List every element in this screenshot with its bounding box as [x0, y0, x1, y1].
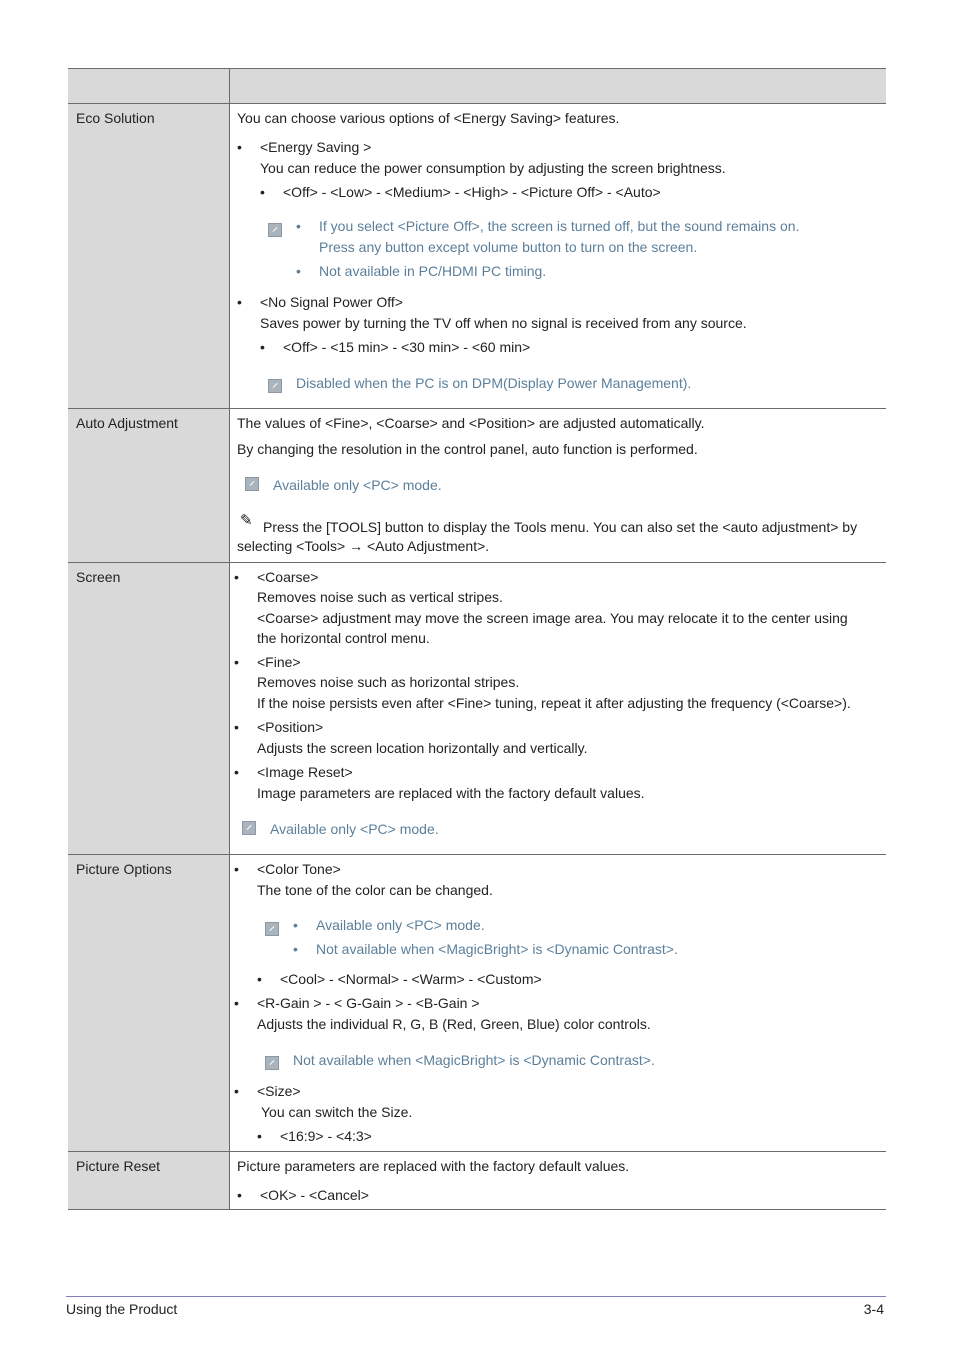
auto-note: Available only <PC> mode. [273, 477, 442, 493]
fine-desc1: Removes noise such as horizontal stripes. [257, 674, 520, 690]
table-row [68, 409, 886, 563]
note-pencil-icon [265, 922, 279, 936]
color-tone-title: <Color Tone> [257, 861, 341, 877]
bullet: • [234, 654, 239, 670]
color-tone-desc: The tone of the color can be changed. [257, 882, 493, 898]
note-pencil-icon [245, 477, 259, 491]
coarse-desc2: <Coarse> adjustment may move the screen image area. You may relocate it to the center using [257, 610, 848, 626]
auto-line2: By changing the resolution in the control panel, auto function is performed. [237, 441, 698, 457]
auto-line1: The values of <Fine>, <Coarse> and <Position> are adjusted automatically. [237, 415, 705, 431]
bullet: • [234, 1083, 239, 1099]
eco-intro: You can choose various options of <Energy Saving> features. [237, 110, 620, 126]
bullet: • [257, 1128, 262, 1144]
bullet: • [234, 569, 239, 585]
table-header-description-cell [230, 69, 887, 104]
description-cell [230, 855, 887, 1152]
description-cell [230, 409, 887, 563]
note-pc-hdmi: Not available in PC/HDMI PC timing. [319, 263, 547, 279]
menu-name-cell [68, 409, 230, 563]
note-pencil-icon [268, 223, 282, 237]
note-pc-mode: Available only <PC> mode. [316, 917, 485, 933]
no-signal-title: <No Signal Power Off> [260, 294, 403, 310]
bullet: • [234, 861, 239, 877]
note-pencil-icon [242, 821, 256, 835]
menu-name-cell [68, 855, 230, 1152]
bullet: • [293, 917, 298, 933]
coarse-desc3: the horizontal control menu. [257, 630, 430, 646]
footer-page-number: 3-4 [863, 1301, 884, 1317]
image-reset-desc: Image parameters are replaced with the factory default values. [257, 785, 645, 801]
note-picture-off-line1: If you select <Picture Off>, the screen is turned off, but the sound remains on. [319, 218, 800, 234]
menu-name-cell [68, 563, 230, 855]
settings-table [68, 68, 886, 1210]
fine-title: <Fine> [257, 654, 301, 670]
description-cell [230, 563, 887, 855]
note-pencil-icon [265, 1056, 279, 1070]
bullet: • [296, 218, 301, 234]
description-cell [230, 1152, 887, 1210]
note-pencil-icon [268, 379, 282, 393]
footer-section-title: Using the Product [66, 1301, 178, 1317]
table-header-menu-cell [68, 69, 230, 104]
coarse-title: <Coarse> [257, 569, 319, 585]
footer-rule [66, 1296, 886, 1297]
energy-saving-title: <Energy Saving > [260, 139, 372, 155]
menu-name-picture-reset: Picture Reset [76, 1158, 161, 1174]
menu-name-screen: Screen [76, 569, 121, 585]
bullet: • [237, 1187, 242, 1203]
menu-name-cell [68, 1152, 230, 1210]
screen-note: Available only <PC> mode. [270, 821, 439, 837]
tools-remote-icon: ✎ [240, 512, 253, 529]
bullet: • [296, 263, 301, 279]
table-row [68, 1152, 886, 1210]
menu-name-auto-adjustment: Auto Adjustment [76, 415, 178, 431]
bullet: • [234, 764, 239, 780]
bullet: • [293, 941, 298, 957]
no-signal-desc: Saves power by turning the TV off when no signal is received from any source. [260, 315, 747, 331]
description-cell [230, 104, 887, 409]
table-row [68, 855, 886, 1152]
color-tone-options: <Cool> - <Normal> - <Warm> - <Custom> [280, 971, 542, 987]
picture-reset-desc: Picture parameters are replaced with the factory default values. [237, 1158, 630, 1174]
energy-saving-options: <Off> - <Low> - <Medium> - <High> - <Picture Off> - <Auto> [283, 184, 661, 200]
gain-desc: Adjusts the individual R, G, B (Red, Green, Blue) color controls. [257, 1016, 651, 1032]
gain-title: <R-Gain > - < G-Gain > - <B-Gain > [257, 995, 480, 1011]
picture-reset-options: <OK> - <Cancel> [260, 1187, 369, 1203]
bullet: • [237, 139, 242, 155]
menu-name-picture-options: Picture Options [76, 861, 172, 877]
table-header-row [68, 69, 886, 104]
note-picture-off-line2: Press any button except volume button to turn on the screen. [319, 239, 698, 255]
menu-name-cell [68, 104, 230, 409]
image-reset-title: <Image Reset> [257, 764, 353, 780]
position-title: <Position> [257, 719, 324, 735]
bullet: • [260, 184, 265, 200]
size-options: <16:9> - <4:3> [280, 1128, 372, 1144]
bullet: • [257, 971, 262, 987]
size-desc: You can switch the Size. [261, 1104, 413, 1120]
auto-tools-line1: Press the [TOOLS] button to display the Tools menu. You can also set the <auto adjustment> by [263, 519, 858, 535]
bullet: • [234, 995, 239, 1011]
auto-tools-line2: selecting <Tools> → <Auto Adjustment>. [237, 538, 490, 554]
energy-saving-desc: You can reduce the power consumption by adjusting the screen brightness. [260, 160, 726, 176]
note-dpm: Disabled when the PC is on DPM(Display Power Management). [296, 375, 692, 391]
no-signal-options: <Off> - <15 min> - <30 min> - <60 min> [283, 339, 531, 355]
table-row [68, 104, 886, 409]
size-title: <Size> [257, 1083, 301, 1099]
fine-desc2: If the noise persists even after <Fine> tuning, repeat it after adjusting the frequency (<Coarse>). [257, 695, 851, 711]
table-row [68, 563, 886, 855]
bullet: • [237, 294, 242, 310]
position-desc: Adjusts the screen location horizontally and vertically. [257, 740, 588, 756]
bullet: • [260, 339, 265, 355]
coarse-desc1: Removes noise such as vertical stripes. [257, 589, 503, 605]
note-magicbright-2: Not available when <MagicBright> is <Dynamic Contrast>. [293, 1052, 655, 1068]
menu-name-eco-solution: Eco Solution [76, 110, 155, 126]
bullet: • [234, 719, 239, 735]
note-magicbright-1: Not available when <MagicBright> is <Dynamic Contrast>. [316, 941, 678, 957]
